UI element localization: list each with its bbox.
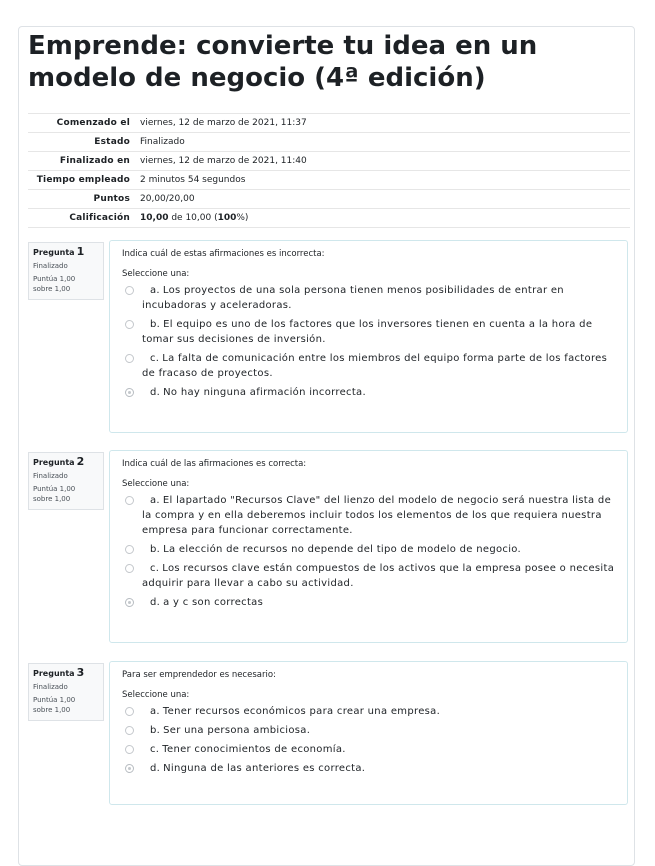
radio-button[interactable]: [125, 726, 134, 735]
page-title: Emprende: convierte tu idea en un modelo de negocio (4ª edición): [28, 31, 538, 93]
summary-value: viernes, 12 de marzo de 2021, 11:37: [134, 114, 630, 133]
answer-option-b[interactable]: [122, 317, 615, 347]
question-box-2: [109, 450, 628, 643]
answer-option-d[interactable]: [122, 595, 615, 610]
attempt-summary-table: [28, 113, 630, 228]
question-state: Finalizado: [33, 472, 68, 480]
grade-percent-sign: %): [236, 213, 249, 223]
question-label: Pregunta: [33, 248, 75, 257]
question-grade-line2: sobre 1,00: [33, 285, 71, 293]
question-box-1: [109, 240, 628, 433]
radio-button-selected[interactable]: [125, 388, 134, 397]
grade-of: de 10,00 (: [168, 213, 218, 223]
answer-text: No hay ninguna afirmación incorrecta.: [163, 387, 366, 398]
answer-prompt: Seleccione una:: [122, 690, 190, 700]
summary-row-state: [28, 133, 630, 152]
grade-percent: 100: [217, 213, 237, 223]
summary-row-points: [28, 190, 630, 209]
answer-option-d[interactable]: [122, 761, 615, 776]
radio-button-selected[interactable]: [125, 598, 134, 607]
answer-letter: b.: [150, 544, 161, 555]
answer-option-a[interactable]: [122, 493, 615, 538]
answer-text: Tener conocimientos de economía.: [162, 744, 346, 755]
answer-text: Tener recursos económicos para crear una empresa.: [162, 706, 441, 717]
summary-value: 20,00/20,00: [134, 190, 630, 209]
summary-value: 2 minutos 54 segundos: [134, 171, 630, 190]
answer-option-a[interactable]: [122, 704, 615, 719]
summary-row-finished: [28, 152, 630, 171]
question-info-3: [28, 663, 104, 721]
answer-letter: b.: [150, 319, 161, 330]
question-info-1: [28, 242, 104, 300]
summary-value: viernes, 12 de marzo de 2021, 11:40: [134, 152, 630, 171]
answer-text: El lapartado "Recursos Clave" del lienzo del modelo de negocio será nuestra lista de la compra y en ella deberemos incluir todos los elementos de los que requiera nuestra empresa para funcionar correctamente.: [142, 495, 612, 536]
answer-letter: a.: [150, 706, 160, 717]
summary-label: Calificación: [28, 209, 134, 228]
answer-text: Los recursos clave están compuestos de los activos que la empresa posee o necesita adquirir para llevar a cabo su actividad.: [142, 563, 615, 589]
question-grade-line2: sobre 1,00: [33, 706, 71, 714]
radio-button[interactable]: [125, 564, 134, 573]
answer-letter: d.: [150, 763, 161, 774]
answer-letter: d.: [150, 387, 161, 398]
question-box-3: [109, 661, 628, 805]
answer-letter: b.: [150, 725, 161, 736]
answer-letter: d.: [150, 597, 161, 608]
radio-button-selected[interactable]: [125, 764, 134, 773]
answer-text: La falta de comunicación entre los miembros del equipo forma parte de los factores de fracaso de proyectos.: [142, 353, 608, 379]
answer-prompt: Seleccione una:: [122, 479, 190, 489]
radio-button[interactable]: [125, 745, 134, 754]
answer-letter: c.: [150, 744, 160, 755]
question-label: Pregunta: [33, 669, 75, 678]
summary-label: Finalizado en: [28, 152, 134, 171]
radio-button[interactable]: [125, 707, 134, 716]
answer-option-c[interactable]: [122, 742, 615, 757]
question-grade-line2: sobre 1,00: [33, 495, 71, 503]
summary-label: Puntos: [28, 190, 134, 209]
question-number: 3: [76, 666, 85, 679]
radio-button[interactable]: [125, 496, 134, 505]
answer-option-c[interactable]: [122, 351, 615, 381]
summary-row-grade: [28, 209, 630, 228]
summary-value: [134, 209, 630, 228]
answer-text: La elección de recursos no depende del tipo de modelo de negocio.: [163, 544, 521, 555]
grade-value: 10,00: [140, 213, 169, 223]
question-text: Indica cuál de estas afirmaciones es incorrecta:: [122, 249, 325, 259]
answer-letter: a.: [150, 285, 160, 296]
answer-text: Ninguna de las anteriores es correcta.: [163, 763, 366, 774]
summary-label: Comenzado el: [28, 114, 134, 133]
question-grade-line1: Puntúa 1,00: [33, 485, 76, 493]
answer-option-d[interactable]: [122, 385, 615, 400]
summary-row-started: [28, 114, 630, 133]
answer-letter: c.: [150, 353, 160, 364]
answer-letter: a.: [150, 495, 160, 506]
radio-button[interactable]: [125, 354, 134, 363]
question-state: Finalizado: [33, 262, 68, 270]
summary-label: Tiempo empleado: [28, 171, 134, 190]
radio-button[interactable]: [125, 320, 134, 329]
question-grade-line1: Puntúa 1,00: [33, 275, 76, 283]
answer-option-a[interactable]: [122, 283, 615, 313]
answer-option-c[interactable]: [122, 561, 615, 591]
answer-option-b[interactable]: [122, 542, 615, 557]
answer-option-b[interactable]: [122, 723, 615, 738]
answer-text: Los proyectos de una sola persona tienen menos posibilidades de entrar en incubadoras y aceleradoras.: [142, 285, 564, 311]
question-label: Pregunta: [33, 458, 75, 467]
answer-text: a y c son correctas: [163, 597, 264, 608]
answer-text: El equipo es uno de los factores que los inversores tienen en cuenta a la hora de tomar sus decisiones de inversión.: [142, 319, 593, 345]
question-grade-line1: Puntúa 1,00: [33, 696, 76, 704]
radio-button[interactable]: [125, 286, 134, 295]
question-info-2: [28, 452, 104, 510]
answer-text: Ser una persona ambiciosa.: [163, 725, 311, 736]
answer-prompt: Seleccione una:: [122, 269, 190, 279]
summary-row-time: [28, 171, 630, 190]
question-number: 2: [76, 455, 85, 468]
question-text: Indica cuál de las afirmaciones es correcta:: [122, 459, 307, 469]
question-number: 1: [76, 245, 85, 258]
radio-button[interactable]: [125, 545, 134, 554]
question-state: Finalizado: [33, 683, 68, 691]
summary-value: Finalizado: [134, 133, 630, 152]
answer-letter: c.: [150, 563, 160, 574]
summary-label: Estado: [28, 133, 134, 152]
question-text: Para ser emprendedor es necesario:: [122, 670, 276, 680]
